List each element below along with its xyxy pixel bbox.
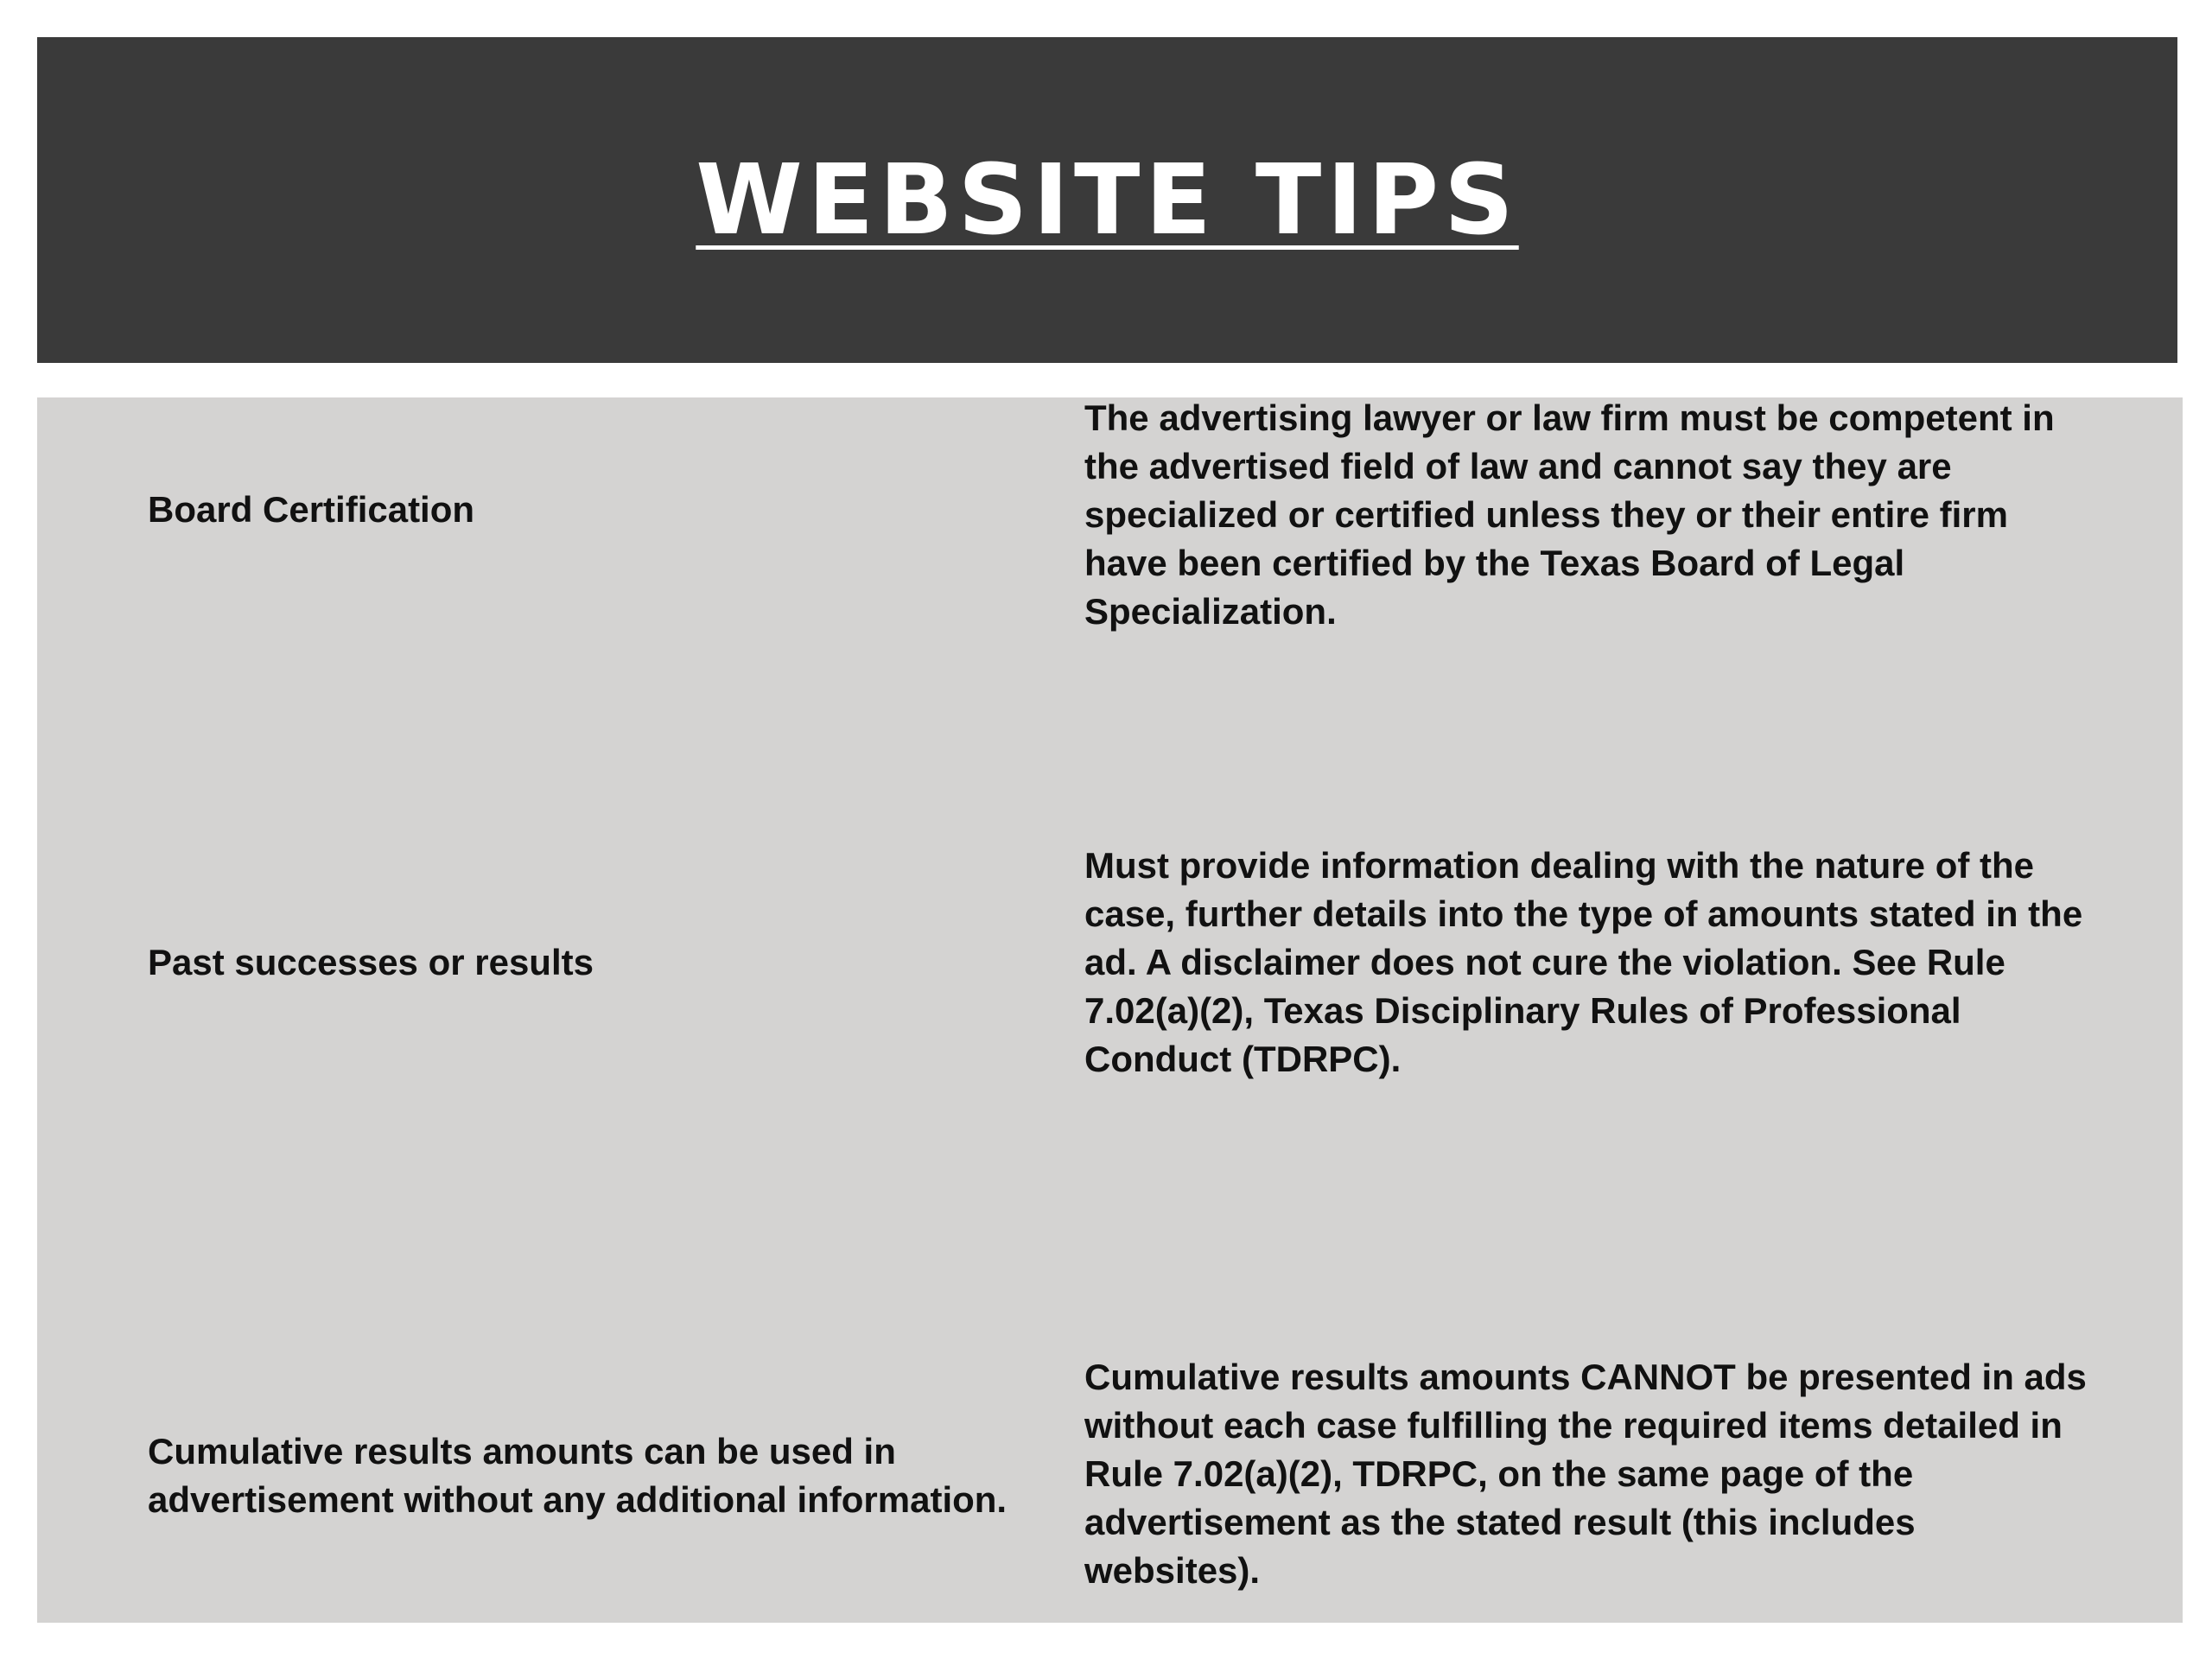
tip-label: Past successes or results bbox=[148, 942, 594, 982]
page-title: WEBSITE TIPS bbox=[696, 143, 1519, 257]
tip-detail: Must provide information dealing with the nature of the case, further details into the type of amounts stated in the ad. A disclaimer does not cure the violation. See Rule 7.02(a)(2), Texas Disciplinary Rules of Professional Conduct (TDRPC). bbox=[1084, 845, 2083, 1079]
tip-detail: The advertising lawyer or law firm must be competent in the advertised field of law and cannot say they are specialized or certified unless they or their entire firm have been certified by the Texas Board of Legal Specialization. bbox=[1084, 397, 2055, 632]
tip-label: Cumulative results amounts can be used in advertisement without any additional information. bbox=[148, 1431, 1007, 1520]
tips-table bbox=[37, 397, 2183, 1623]
title-bar bbox=[37, 37, 2177, 363]
tip-detail: Cumulative results amounts CANNOT be presented in ads without each case fulfilling the required items detailed in Rule 7.02(a)(2), TDRPC, on the same page of the advertisement as the stated result (this includes websites). bbox=[1084, 1357, 2087, 1591]
tip-label: Board Certification bbox=[148, 489, 475, 530]
